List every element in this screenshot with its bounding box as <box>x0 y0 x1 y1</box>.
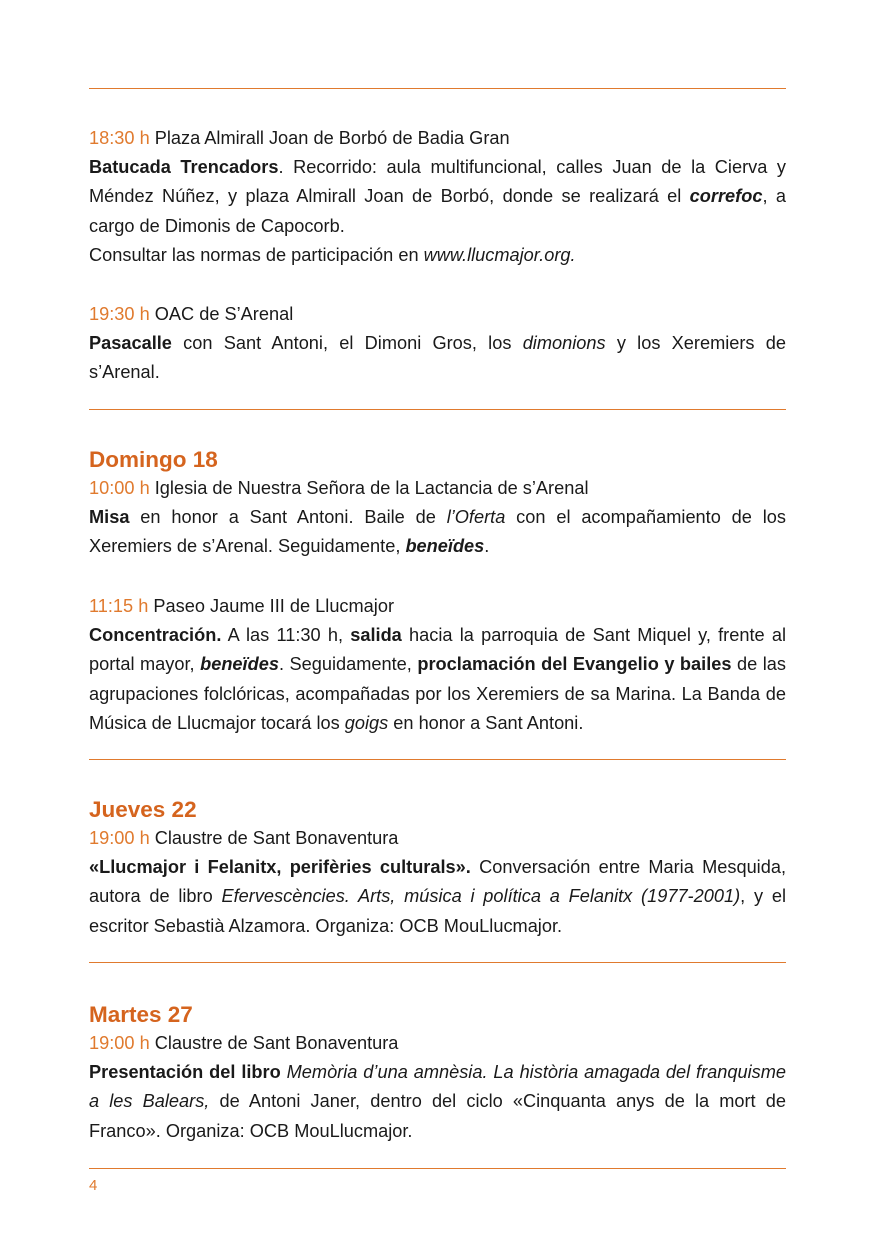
event-text: hacia la parroquia de Sant Miquel y, frente al portal mayor, <box>89 625 787 675</box>
event-place: Iglesia de Nuestra Señora de la Lactancia de s’Arenal <box>154 478 589 498</box>
event-header <box>89 474 786 503</box>
day-martes <box>89 1000 786 1146</box>
event-pasacalle <box>89 300 786 388</box>
event-text: con Sant Antoni, el Dimoni Gros, los <box>171 333 523 354</box>
event-time: 10:00 h <box>89 478 150 498</box>
divider <box>89 409 786 410</box>
page <box>89 0 786 1241</box>
divider <box>89 759 786 760</box>
event-header <box>89 1029 786 1058</box>
event-text: de las agrupaciones folclóricas, acompañadas por los Xeremiers de sa Marina. La Banda de Música de Llucmajor tocará los <box>89 654 786 733</box>
event-place: Claustre de Sant Bonaventura <box>154 828 399 848</box>
event-description <box>89 621 786 738</box>
event-text: , y el escritor Sebastià Alzamora. Organiza: OCB MouLlucmajor. <box>89 886 786 936</box>
day-heading: Jueves 22 <box>89 797 197 822</box>
event-text: . Recorrido: aula multifuncional, calles Juan de la Cierva y Méndez Núñez, y plaza Almirall Joan de Borbó, donde se realizará el <box>89 157 786 207</box>
event-text: en honor a Sant Antoni. Baile de <box>129 507 447 528</box>
event-emphasis: Memòria d’una amnèsia. La història amagada del franquisme a les Balears, <box>89 1062 787 1112</box>
event-time: 11:15 h <box>89 596 149 616</box>
event-time: 18:30 h <box>89 128 150 148</box>
event-emphasis: correfoc <box>689 186 763 207</box>
event-emphasis: dimonions <box>522 333 606 354</box>
divider <box>89 1168 786 1169</box>
event-description <box>89 329 786 387</box>
event-concentracion <box>89 592 786 738</box>
website-link[interactable]: www.llucmajor.org. <box>423 244 576 265</box>
day-heading: Martes 27 <box>89 1002 193 1027</box>
day-jueves <box>89 795 786 941</box>
event-time: 19:00 h <box>89 1033 150 1053</box>
event-description <box>89 1058 786 1146</box>
event-header <box>89 124 786 153</box>
event-text: y los Xeremiers de s’Arenal. <box>89 333 786 383</box>
event-text: . Seguidamente, <box>278 654 418 675</box>
event-place: OAC de S’Arenal <box>154 304 294 324</box>
event-bold: salida <box>350 625 402 646</box>
event-text: , a cargo de Dimonis de Capocorb. <box>89 186 786 236</box>
event-header <box>89 300 786 329</box>
event-bold: proclamación del Evangelio y bailes <box>417 654 732 675</box>
day-heading: Domingo 18 <box>89 447 218 472</box>
divider <box>89 88 786 89</box>
event-place: Plaza Almirall Joan de Borbó de Badia Gran <box>154 128 510 148</box>
event-text: con el acompañamiento de los Xeremiers de s’Arenal. Seguidamente, <box>89 507 786 557</box>
event-header <box>89 824 786 853</box>
day-domingo <box>89 445 786 562</box>
event-place: Paseo Jaume III de Llucmajor <box>153 596 395 616</box>
event-title: Batucada Trencadors <box>89 157 279 178</box>
page-number: 4 <box>89 1177 98 1194</box>
event-emphasis: beneïdes <box>405 536 485 557</box>
event-time: 19:00 h <box>89 828 150 848</box>
event-time: 19:30 h <box>89 304 150 324</box>
event-title: Presentación del libro <box>89 1062 281 1083</box>
event-title: Pasacalle <box>89 333 172 354</box>
event-description <box>89 153 786 241</box>
event-emphasis: Efervescències. Arts, música i política a Felanitx (1977-2001) <box>221 886 741 907</box>
event-text: A las 11:30 h, <box>221 625 351 646</box>
event-description <box>89 853 786 941</box>
divider <box>89 962 786 963</box>
event-title: Concentración. <box>89 625 222 646</box>
event-title: «Llucmajor i Felanitx, perifèries culturals». <box>89 857 471 878</box>
event-emphasis: beneïdes <box>200 654 279 675</box>
event-emphasis: l’Oferta <box>446 507 506 528</box>
event-text: Conversación entre Maria Mesquida, autora de libro <box>89 857 787 907</box>
event-emphasis: goigs <box>344 712 389 733</box>
event-title: Misa <box>89 507 130 528</box>
event-place: Claustre de Sant Bonaventura <box>154 1033 399 1053</box>
event-text: en honor a Sant Antoni. <box>388 712 584 733</box>
event-text: de Antoni Janer, dentro del ciclo «Cinquanta anys de la mort de Franco». Organiza: OCB MouLlucmajor. <box>89 1091 786 1141</box>
event-header <box>89 592 786 621</box>
event-text: . <box>484 536 490 557</box>
event-description <box>89 503 786 561</box>
note-text: Consultar las normas de participación en <box>89 244 424 265</box>
event-note <box>89 241 786 270</box>
event-batucada <box>89 124 786 270</box>
